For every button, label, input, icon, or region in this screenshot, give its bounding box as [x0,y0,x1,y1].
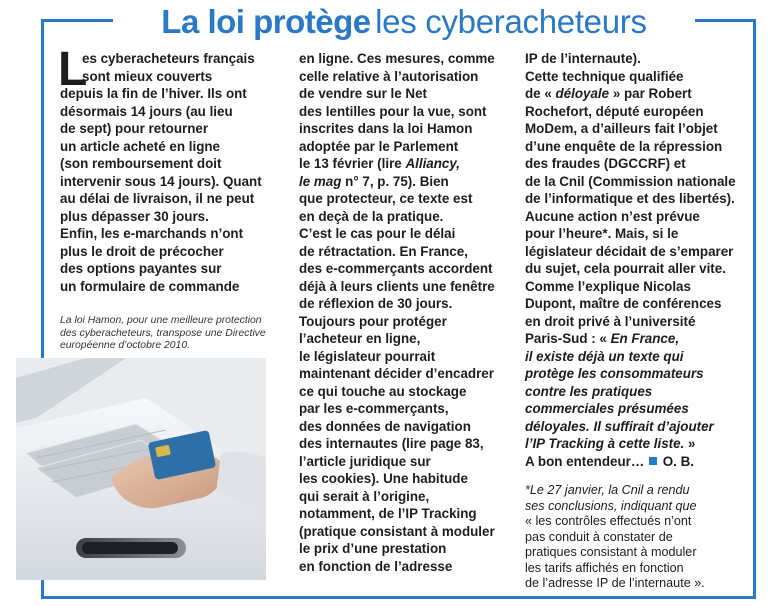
footnote-line: « les contrôles effectués n’ont [525,514,692,528]
photo-caption [60,315,290,353]
italic-fragment: l’IP Tracking à cette liste. [525,436,685,451]
text-line: C’est le cas pour le délai [299,226,456,241]
photo-illustration [16,358,266,580]
text-line [299,173,499,191]
drop-cap: L [58,43,88,96]
text-line: le prix d’une prestation [299,541,447,556]
text-line: es cyberacheteurs français [82,51,255,66]
text-fragment: Paris-Sud : « [525,331,611,346]
text-line: (pratique consistant à moduler [299,523,495,539]
title-bold: La loi protège [161,3,371,40]
caption-line: européenne d’octobre 2010. [60,340,190,351]
text-line: législateur décidait de s’emparer [525,243,734,259]
text-line: Cette technique qualifiée [525,68,684,84]
text-line: un formulaire de commande [60,278,240,294]
text-line: l’acheteur en ligne, [299,331,421,346]
text-fragment: A bon entendeur… [525,453,645,469]
text-line: Enfin, les e-marchands n’ont [60,226,244,241]
footnote-line: pas conduit à constater de [525,529,673,544]
text-line: désormais 14 jours (au lieu [60,103,233,119]
text-line: ce qui touche au stockage [299,383,467,399]
text-line [525,453,750,471]
text-line: intervenir sous 14 jours). Quant [60,173,262,189]
text-line: sont mieux couverts [82,68,213,84]
text-line: l’article juridique sur [299,453,431,469]
text-fragment: » par Robert [609,86,692,101]
text-line [525,435,750,453]
text-fragment: n° 7, p. 75). Bien [341,173,449,189]
text-line: de l’informatique et des libertés). [525,191,735,206]
footnote-line: les tarifs affichés en fonction [525,560,684,575]
text-line: qui serait à l’origine, [299,488,430,504]
text-line: MoDem, a d’ailleurs fait l’objet [525,121,718,136]
caption-line: La loi Hamon, pour une meilleure protection [60,315,262,326]
text-line: Rochefort, député européen [525,103,704,119]
text-line [525,85,750,103]
text-line: le législateur pourrait [299,348,436,364]
text-line: Aucune action n’est prévue [525,208,700,224]
text-line: des e-commerçants accordent [299,261,493,276]
italic-fragment: Alliancy, [405,156,461,171]
text-line: en droit privé à l’université [525,313,696,329]
text-line: des lentilles pour la vue, sont [299,103,487,119]
text-line: de sept) pour retourner [60,121,209,136]
text-line: Dupont, maître de conférences [525,296,722,311]
title-light: les cyberacheteurs [375,3,647,40]
text-fragment: le 13 février (lire [299,156,406,171]
text-line: déjà à leurs clients une fenêtre [299,278,495,294]
text-line: depuis la fin de l’hiver. Ils ont [60,86,247,101]
text-line: au délai de livraison, il ne peut [60,191,255,206]
text-line: IP de l’internaute). [525,51,641,66]
text-line: en deçà de la pratique. [299,208,444,224]
text-line: en ligne. Ces mesures, comme [299,51,495,66]
text-line: de la Cnil (Commission nationale [525,173,736,189]
column-1 [60,50,286,295]
footnote-line: de l’adresse IP de l’internaute ». [525,576,705,590]
text-line [525,330,750,348]
text-line: (son remboursement doit [60,156,222,171]
text-line: des options payantes sur [60,261,222,276]
text-line: protège les consommateurs [525,366,704,381]
end-square-icon [649,457,657,465]
text-fragment: de « [525,86,556,101]
text-line: maintenant décider d’encadrer [299,366,494,381]
footnote-line: *Le 27 janvier, la Cnil a rendu [525,483,690,497]
column-3 [525,50,750,470]
text-line: il existe déjà un texte qui [525,348,684,364]
text-line: Comme l’explique Nicolas [525,278,691,294]
text-line: pour l’heure*. Mais, si le [525,226,679,241]
text-line: inscrites dans la loi Hamon [299,121,473,136]
text-line [299,155,499,173]
text-line: celle relative à l’autorisation [299,68,479,84]
text-line: de vendre sur le Net [299,86,428,101]
text-line: notamment, de l’IP Tracking [299,506,477,521]
text-line: en fonction de l’adresse [299,558,453,574]
text-line: de réflexion de 30 jours. [299,296,453,311]
text-line: des données de navigation [299,418,471,434]
text-line: que protecteur, ce texte est [299,191,473,206]
laptop-credit-card-photo [16,358,266,580]
footnote-line: ses conclusions, indiquant que [525,498,697,513]
text-line: plus le droit de précocher [60,243,224,259]
italic-fragment: le mag [299,173,342,189]
text-line: commerciales présumées [525,401,689,416]
caption-line: des cyberacheteurs, transpose une Directive [60,327,266,339]
text-line: déloyales. Il suffirait d’ajouter [525,418,714,434]
text-line: les cookies). Une habitude [299,471,468,486]
text-line: d’une enquête de la répression [525,138,723,154]
text-line: plus dépasser 30 jours. [60,208,209,224]
footnote [525,483,753,592]
text-line: par les e-commerçants, [299,401,449,416]
article-title [113,2,695,42]
text-line: un article acheté en ligne [60,138,220,154]
text-line: du sujet, cela pourrait aller vite. [525,261,726,276]
italic-fragment: En France, [610,331,680,346]
text-line: de rétractation. En France, [299,243,468,259]
footnote-line: pratiques consistant à moduler [525,545,697,559]
author-initials: O. B. [662,453,694,469]
text-line: des internautes (lire page 83, [299,436,484,451]
text-line: des fraudes (DGCCRF) et [525,156,686,171]
column-2 [299,50,499,575]
text-line: contre les pratiques [525,383,653,399]
text-line: Toujours pour protéger [299,313,447,329]
italic-fragment: déloyale [555,86,610,101]
text-line: adoptée par le Parlement [299,138,459,154]
text-fragment: » [684,436,696,451]
